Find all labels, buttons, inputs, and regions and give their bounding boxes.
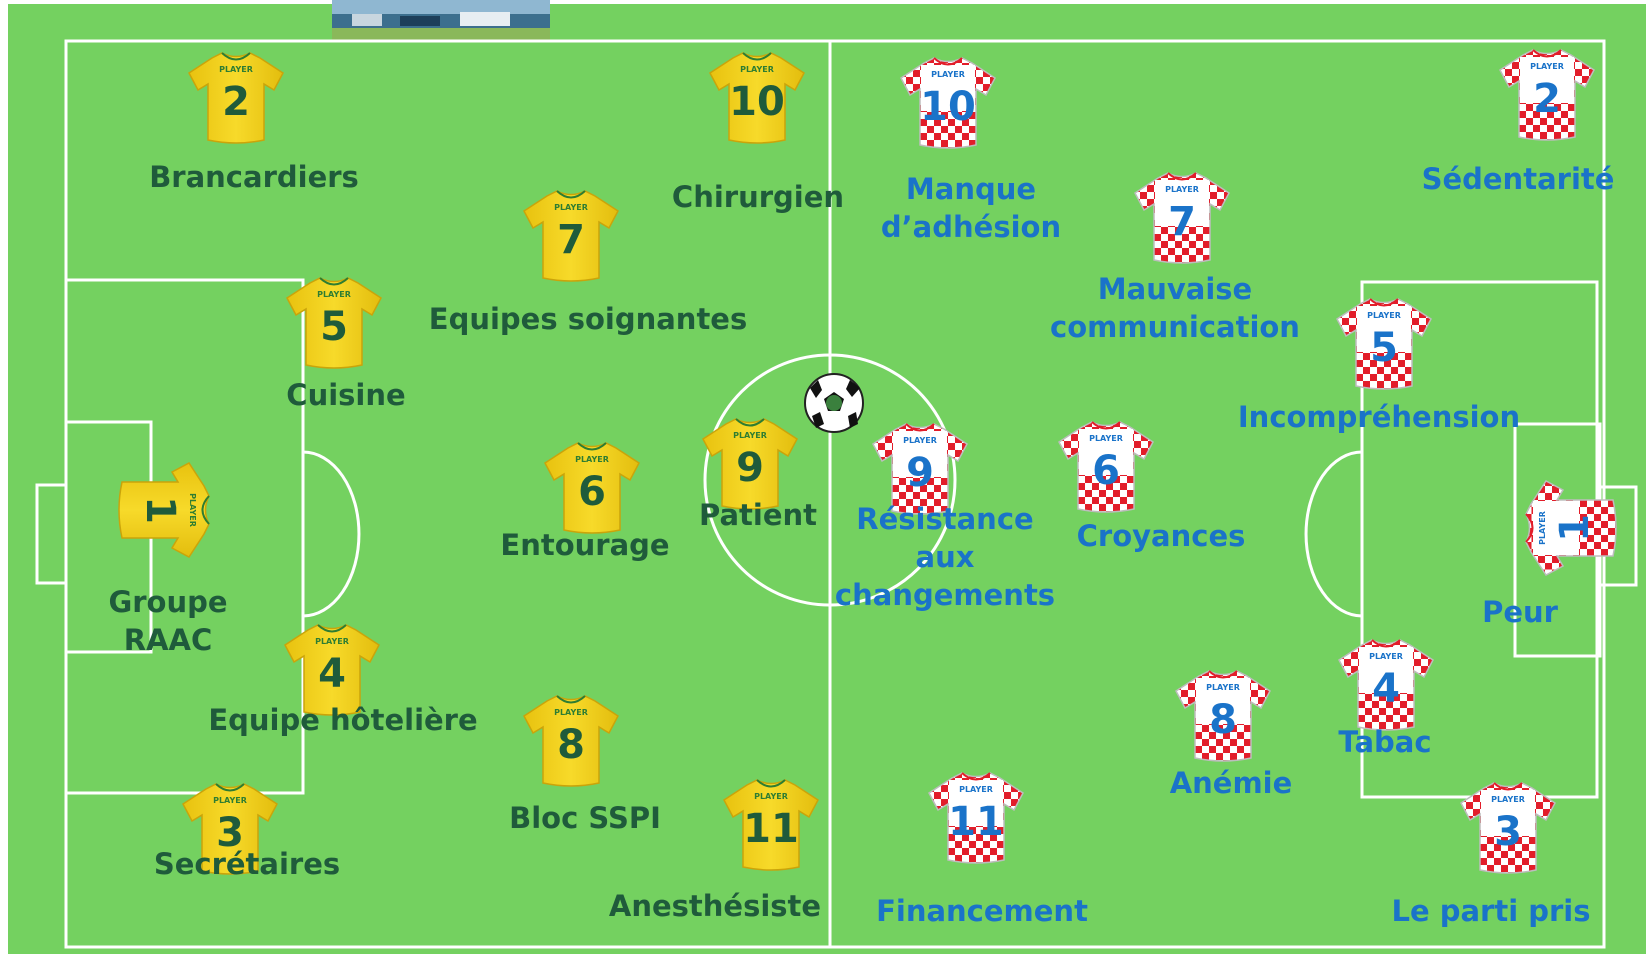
home-shirt-number-3: 7 bbox=[557, 217, 585, 263]
away-shirt-number-8: 8 bbox=[1209, 697, 1237, 743]
away-shirt-number-10: 11 bbox=[948, 799, 1004, 845]
shirt-brand-text: PLAYER bbox=[219, 65, 253, 74]
shirt-brand-text: PLAYER bbox=[575, 455, 609, 464]
soccer-ball-icon bbox=[805, 374, 863, 432]
home-player-label-2: Chirurgien bbox=[671, 180, 845, 214]
away-player-label-10: Financement bbox=[876, 894, 1088, 928]
photo-thumbnail bbox=[332, 0, 550, 42]
shirt-brand-text: PLAYER bbox=[903, 436, 937, 445]
shirt-brand-text: PLAYER bbox=[740, 65, 774, 74]
shirt-brand-text: PLAYER bbox=[733, 431, 767, 440]
home-shirt-number-4: 5 bbox=[320, 304, 348, 350]
shirt-brand-text: PLAYER bbox=[1165, 185, 1199, 194]
away-player-label-5: Résistance aux changements bbox=[834, 502, 1056, 612]
shirt-brand-text: PLAYER bbox=[1530, 62, 1564, 71]
home-shirt-number-6: 6 bbox=[578, 469, 606, 515]
shirt-brand-text: PLAYER bbox=[754, 792, 788, 801]
home-player-label-7: Patient bbox=[698, 498, 818, 532]
away-shirt-number-6: 6 bbox=[1092, 448, 1120, 494]
home-player-label-4: Cuisine bbox=[286, 378, 406, 412]
away-shirt-number-7: 1 bbox=[1552, 514, 1598, 542]
away-player-label-9: Tabac bbox=[1338, 725, 1432, 759]
home-player-label-1: Brancardiers bbox=[149, 160, 359, 194]
away-shirt-number-2: 7 bbox=[1168, 199, 1196, 245]
home-player-label-11: Anesthésiste bbox=[608, 889, 822, 923]
shirt-brand-text: PLAYER bbox=[931, 70, 965, 79]
home-player-label-5: Groupe RAAC bbox=[108, 585, 228, 657]
home-shirt-number-2: 10 bbox=[729, 79, 785, 125]
away-player-label-2: Mauvaise communication bbox=[1050, 272, 1300, 344]
home-shirt-number-10: 3 bbox=[216, 810, 244, 856]
shirt-brand-text: PLAYER bbox=[1538, 511, 1547, 545]
away-shirt-number-1: 10 bbox=[920, 84, 976, 130]
away-player-label-7: Peur bbox=[1482, 595, 1558, 629]
away-player-label-1: Manque d’adhésion bbox=[880, 172, 1062, 244]
home-shirt-number-1: 2 bbox=[222, 79, 250, 125]
away-player-label-11: Le parti pris bbox=[1391, 894, 1591, 928]
shirt-brand-text: PLAYER bbox=[1367, 311, 1401, 320]
shirt-brand-text: PLAYER bbox=[554, 203, 588, 212]
shirt-brand-text: PLAYER bbox=[188, 493, 197, 527]
away-player-label-6: Croyances bbox=[1076, 519, 1246, 553]
home-shirt-number-11: 11 bbox=[743, 806, 799, 852]
home-shirt-number-9: 8 bbox=[557, 722, 585, 768]
shirt-brand-text: PLAYER bbox=[1206, 683, 1240, 692]
home-player-label-8: Equipe hôtelière bbox=[208, 703, 478, 737]
away-shirt-number-9: 4 bbox=[1372, 666, 1400, 712]
shirt-brand-text: PLAYER bbox=[1491, 795, 1525, 804]
shirt-brand-text: PLAYER bbox=[213, 796, 247, 805]
away-shirt-number-3: 2 bbox=[1533, 76, 1561, 122]
home-shirt-number-8: 4 bbox=[318, 651, 346, 697]
away-shirt-number-5: 9 bbox=[906, 450, 934, 496]
home-shirt-number-7: 9 bbox=[736, 445, 764, 491]
home-shirt-number-5: 1 bbox=[137, 496, 183, 524]
shirt-brand-text: PLAYER bbox=[554, 708, 588, 717]
shirt-brand-text: PLAYER bbox=[1369, 652, 1403, 661]
shirt-brand-text: PLAYER bbox=[315, 637, 349, 646]
away-player-label-3: Sédentarité bbox=[1421, 162, 1615, 196]
away-player-label-8: Anémie bbox=[1169, 766, 1293, 800]
away-player-label-4: Incompréhension bbox=[1237, 400, 1521, 434]
shirt-brand-text: PLAYER bbox=[1089, 434, 1123, 443]
away-shirt-number-4: 5 bbox=[1370, 325, 1398, 371]
home-player-label-9: Bloc SSPI bbox=[509, 801, 661, 835]
shirt-brand-text: PLAYER bbox=[959, 785, 993, 794]
home-player-label-6: Entourage bbox=[500, 528, 670, 562]
shirt-brand-text: PLAYER bbox=[317, 290, 351, 299]
home-player-label-3: Equipes soignantes bbox=[428, 302, 748, 336]
away-shirt-number-11: 3 bbox=[1494, 809, 1522, 855]
home-player-label-10: Secrétaires bbox=[153, 847, 341, 881]
